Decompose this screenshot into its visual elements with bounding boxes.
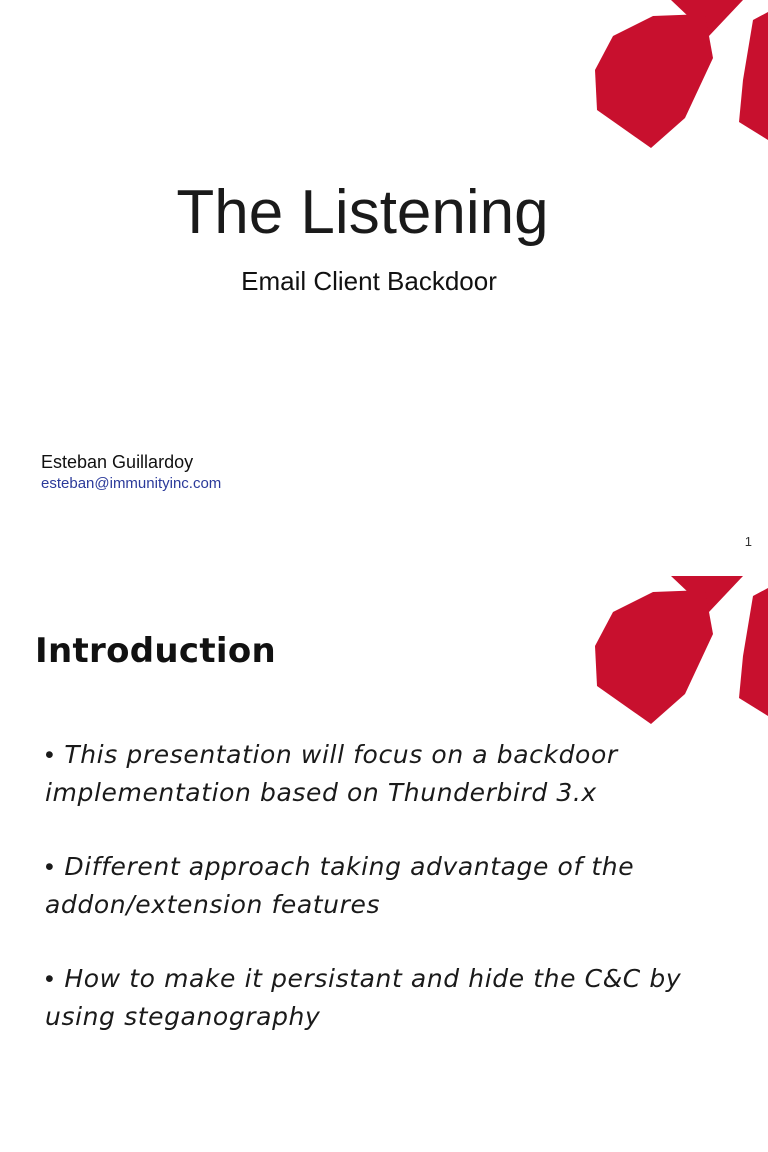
page-number: 1 xyxy=(744,534,752,549)
author-name: Esteban Guillardoy xyxy=(41,452,194,472)
bullet-item xyxy=(45,736,705,812)
bullet-list xyxy=(45,736,705,1072)
bullet-text: How to make it persistant and hide the C&C by using steganography xyxy=(45,964,682,1031)
slide-title: The Listening xyxy=(176,178,549,247)
bullet-dot-icon: • xyxy=(45,964,55,993)
author-email-link[interactable]: esteban@immunityinc.com xyxy=(41,475,222,492)
slide-heading: Introduction xyxy=(35,631,277,671)
hexagon-logo-icon xyxy=(593,0,768,150)
bullet-dot-icon: • xyxy=(45,852,55,881)
bullet-dot-icon: • xyxy=(45,740,55,769)
bullet-text: Different approach taking advantage of the addon/extension features xyxy=(45,852,635,919)
introduction-slide xyxy=(0,576,768,1152)
bullet-text: This presentation will focus on a backdoor implementation based on Thunderbird 3.x xyxy=(45,740,618,807)
bullet-item xyxy=(45,960,705,1036)
bullet-item xyxy=(45,848,705,924)
slide-subtitle: Email Client Backdoor xyxy=(241,266,497,296)
hexagon-logo-icon xyxy=(593,576,768,726)
